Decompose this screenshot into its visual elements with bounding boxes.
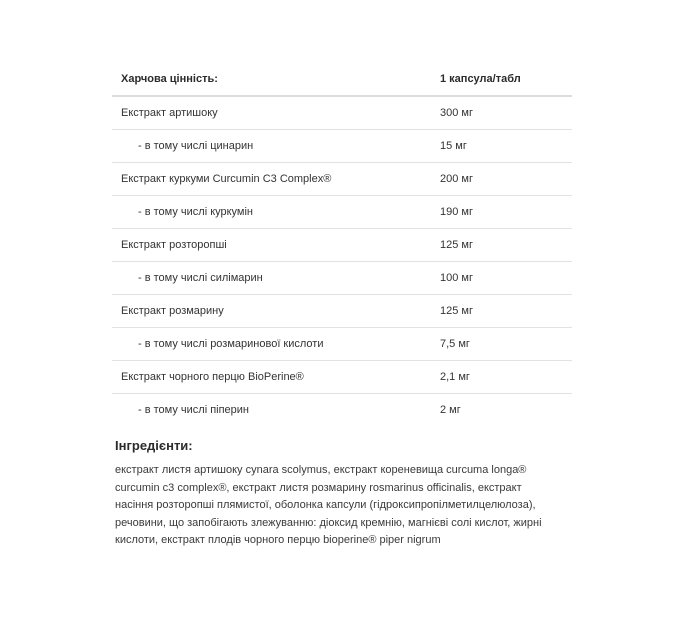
row-name: Екстракт розторопші <box>112 229 440 262</box>
ingredients-text: екстракт листя артишоку cynara scolymus, екстракт кореневища curcuma longa® curcumin c3 complex®, екстракт листя розмарину rosmarinus officinalis, екстракт насіння розторопші плямистої, оболонка капсули (гідроксипропілметилцелюлоза), речовини, що запобігають злежуванню: діоксид кремнію, магнієві солі кислот, жирні кислоти, екстракт плодів чорного перцю bioperine® piper nigrum <box>115 464 542 546</box>
row-name: Екстракт розмарину <box>112 295 440 328</box>
row-value: 100 мг <box>440 262 572 295</box>
row-name: - в тому числі піперин <box>138 404 249 416</box>
table-row <box>112 229 572 262</box>
table-row <box>112 361 572 394</box>
table-row <box>112 394 572 427</box>
nutrition-table <box>112 62 572 426</box>
table-row <box>112 196 572 229</box>
header-nutrition-value: Харчова цінність: <box>112 62 440 96</box>
ingredients-heading: Інгредієнти: <box>115 438 193 453</box>
row-value: 2 мг <box>440 404 461 416</box>
row-value: 300 мг <box>440 96 572 130</box>
header-per-capsule: 1 капсула/табл <box>440 62 572 96</box>
row-name: Екстракт чорного перцю BioPerine® <box>112 361 440 394</box>
table-header-row <box>112 62 572 96</box>
row-name: Екстракт куркуми Curcumin C3 Complex® <box>112 163 440 196</box>
table-row <box>112 295 572 328</box>
table-row <box>112 262 572 295</box>
row-value: 7,5 мг <box>440 328 572 361</box>
row-name: - в тому числі розмаринової кислоти <box>112 328 440 361</box>
row-name: - в тому числі куркумін <box>112 196 440 229</box>
row-value: 190 мг <box>440 196 572 229</box>
row-name: - в тому числі цинарин <box>112 130 440 163</box>
row-name: - в тому числі силімарин <box>112 262 440 295</box>
row-value: 2,1 мг <box>440 361 572 394</box>
row-value: 200 мг <box>440 163 572 196</box>
row-name: Екстракт артишоку <box>112 96 440 130</box>
table-row <box>112 163 572 196</box>
table-row <box>112 96 572 130</box>
table-row <box>112 130 572 163</box>
table-row <box>112 328 572 361</box>
row-value: 125 мг <box>440 295 572 328</box>
row-value: 125 мг <box>440 229 572 262</box>
row-value: 15 мг <box>440 130 572 163</box>
